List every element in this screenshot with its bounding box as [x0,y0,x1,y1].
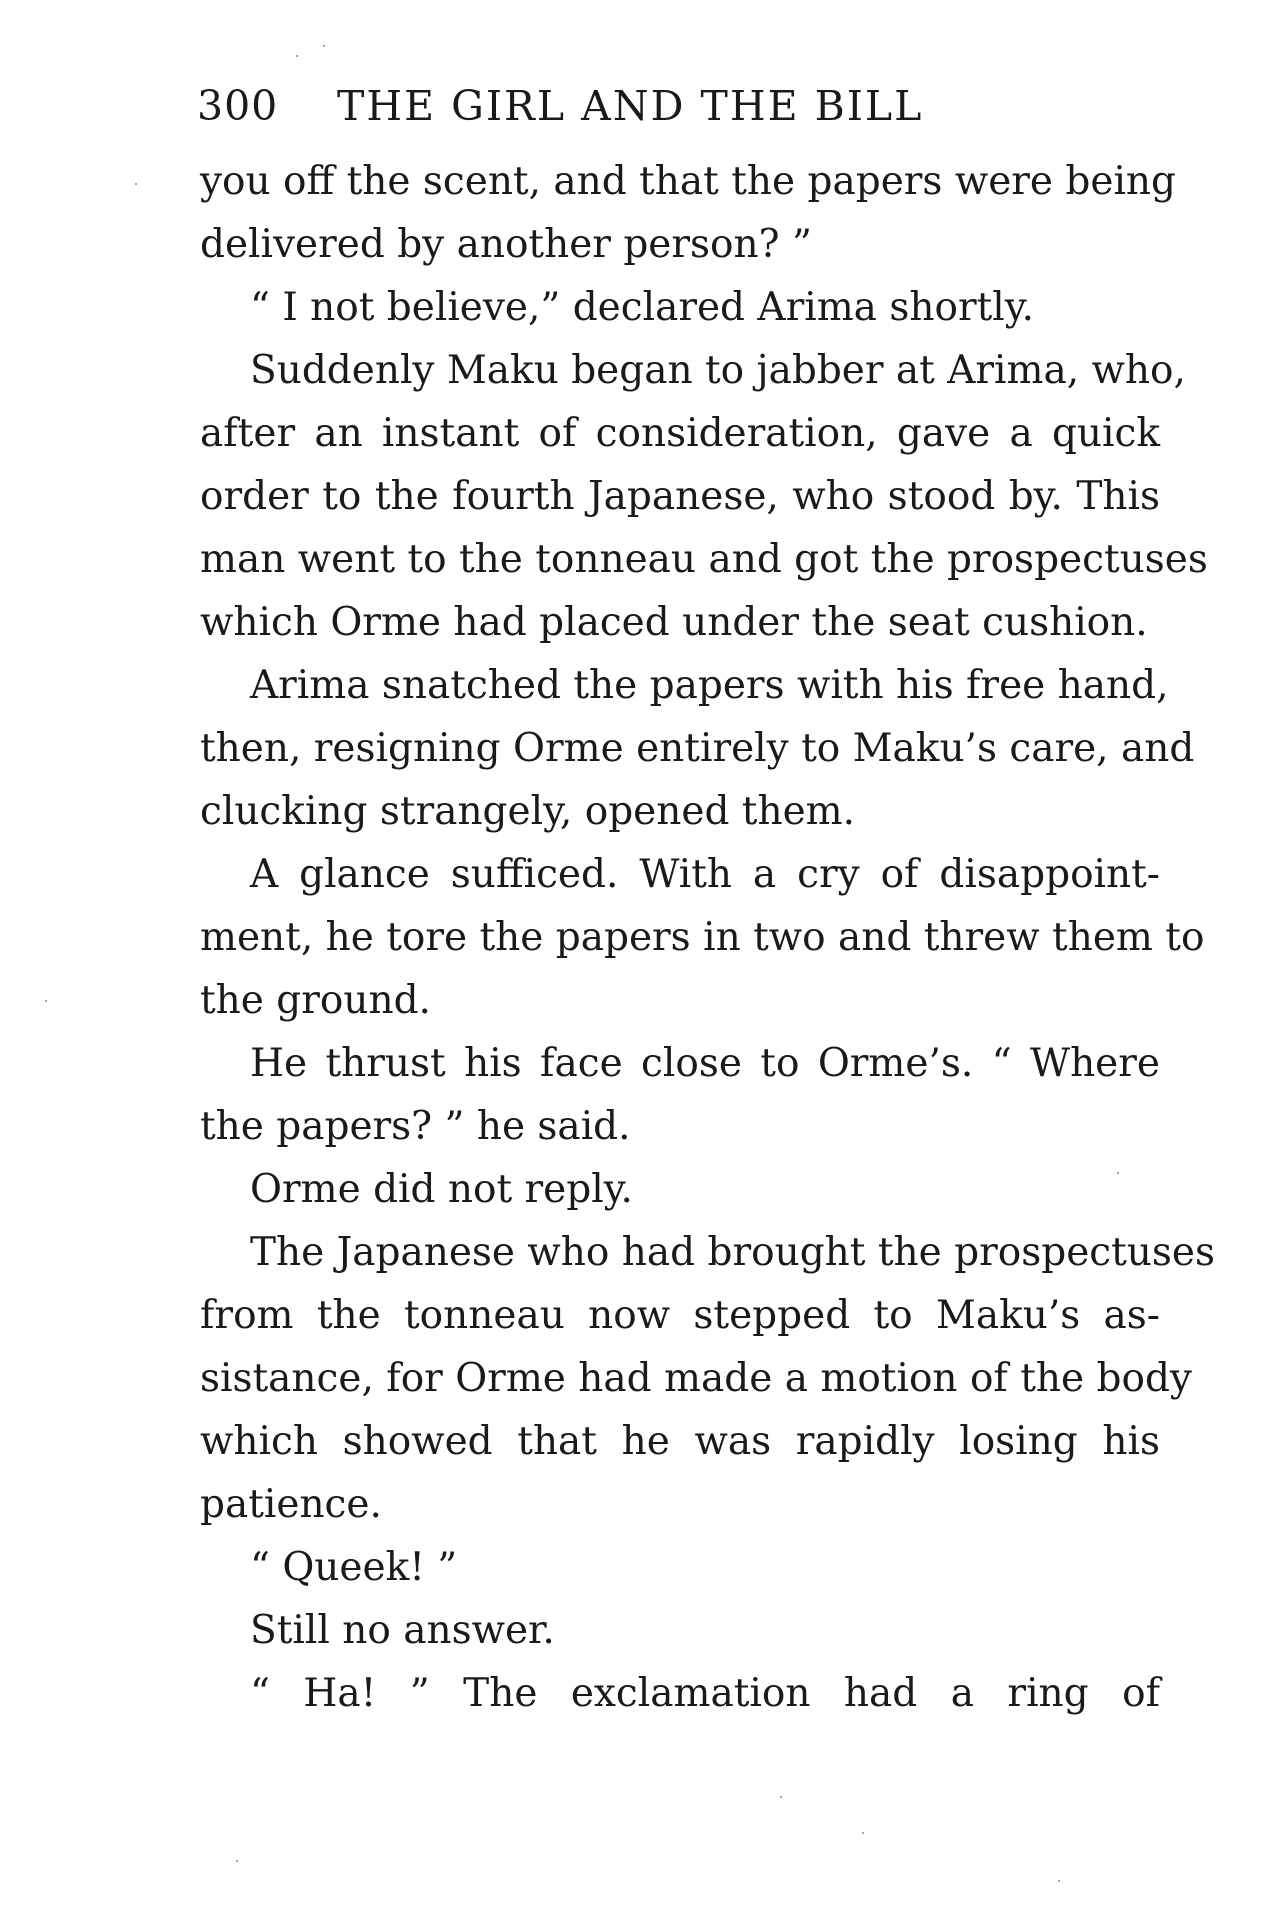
text-line: you off the scent, and that the papers were being [200,159,1177,204]
text-line: which Orme had placed under the seat cushion. [200,600,1148,645]
text-line: He thrust his face close to Orme’s. “ Where [250,1041,1160,1086]
scan-speck [323,45,325,47]
text-line: Still no answer. [250,1608,555,1653]
text-line: patience. [200,1482,382,1527]
running-head [197,82,1157,142]
text-line: Orme did not reply. [250,1167,633,1212]
text-line: A glance sufficed. With a cry of disappoint- [250,852,1160,897]
text-line: The Japanese who had brought the prospectuses [250,1230,1216,1275]
body-text [200,150,1216,1725]
text-line: Suddenly Maku began to jabber at Arima, who, [250,348,1186,393]
text-line: Arima snatched the papers with his free hand, [250,663,1169,708]
text-line: ment, he tore the papers in two and threw them to [200,915,1205,960]
scan-speck [45,1000,47,1002]
scan-speck [236,1860,238,1862]
page-number: 300 [197,82,279,130]
text-line: clucking strangely, opened them. [200,789,856,834]
scan-speck [1117,1172,1119,1174]
text-line: after an instant of consideration, gave a quick [200,411,1160,456]
text-line: the ground. [200,978,431,1023]
text-line: which showed that he was rapidly losing his [200,1419,1160,1464]
scan-speck [780,1796,782,1798]
scan-speck [1058,1880,1060,1882]
text-line: “ Queek! ” [250,1545,458,1590]
text-line: “ Ha! ” The exclamation had a ring of [250,1671,1160,1716]
running-title: THE GIRL AND THE BILL [337,82,924,130]
scan-speck [862,1832,864,1834]
text-line: order to the fourth Japanese, who stood by. This [200,474,1160,519]
text-line: the papers? ” he said. [200,1104,631,1149]
text-line: man went to the tonneau and got the prospectuses [200,537,1208,582]
text-line: “ I not believe,” declared Arima shortly. [250,285,1034,330]
text-line: from the tonneau now stepped to Maku’s as- [200,1293,1160,1338]
text-line: sistance, for Orme had made a motion of the body [200,1356,1192,1401]
text-line: then, resigning Orme entirely to Maku’s care, and [200,726,1195,771]
scan-speck [296,55,298,57]
scan-speck [135,183,137,185]
text-line: delivered by another person? ” [200,222,812,267]
